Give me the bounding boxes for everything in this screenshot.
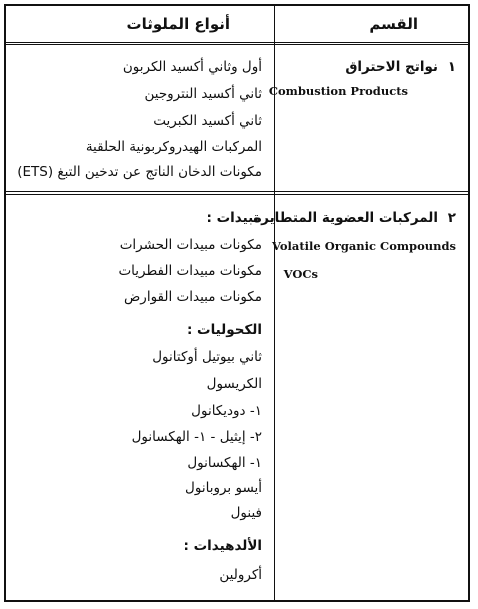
alcohol-item: الكريسول <box>206 376 262 392</box>
aldehyde-item: أكرولين <box>219 567 262 583</box>
alcohol-item: ١- الهكسانول <box>187 455 262 471</box>
alcohol-item: ١- دوديكانول <box>191 403 262 419</box>
alcohol-item: أيسو بروبانول <box>185 480 262 496</box>
header-rule-double <box>6 44 468 45</box>
row1-title-ar: نواتج الاحتراق <box>345 59 438 75</box>
row2-title-en-abbr: VOCs <box>283 267 318 281</box>
row1-item: مكونات الدخان الناتج عن تدخين التبغ (ETS) <box>17 164 262 180</box>
aldehydes-heading: الألدهيدات : <box>183 538 262 554</box>
row-divider <box>6 191 468 192</box>
row1-item: المركبات الهيدروكربونية الحلقية <box>85 139 262 155</box>
row1-item: أول وثاني أكسيد الكربون <box>122 59 262 75</box>
row1-number: ١ <box>447 59 456 75</box>
header-pollutant-types: أنواع الملوثات <box>126 15 230 33</box>
row-divider-double <box>6 194 468 195</box>
pesticide-item: مكونات مبيدات الحشرات <box>119 237 262 253</box>
alcohol-item: ٢- إيثيل - ١- الهكسانول <box>131 429 262 445</box>
row2-title-en: Volatile Organic Compounds <box>272 239 456 253</box>
alcohol-item: فينول <box>230 505 262 521</box>
pesticide-item: مكونات مبيدات القوارض <box>123 289 262 305</box>
row2-number: ٢ <box>447 210 456 226</box>
row1-title-en: Combustion Products <box>268 84 408 98</box>
header-section: القسم <box>369 15 418 33</box>
alcohols-heading: الكحوليات : <box>186 322 262 338</box>
header-rule <box>6 42 468 43</box>
alcohol-item: ثاني بيوتيل أوكتانول <box>152 349 262 365</box>
pesticides-heading: مبيدات : <box>206 210 262 226</box>
pollutants-table <box>4 4 470 602</box>
pesticide-item: مكونات مبيدات الفطريات <box>118 263 262 279</box>
row1-item: ثاني أكسيد الكبريت <box>153 113 262 129</box>
row1-item: ثاني أكسيد النتروجين <box>144 86 262 102</box>
row2-title-ar: المركبات العضوية المتطايرة <box>253 210 438 226</box>
